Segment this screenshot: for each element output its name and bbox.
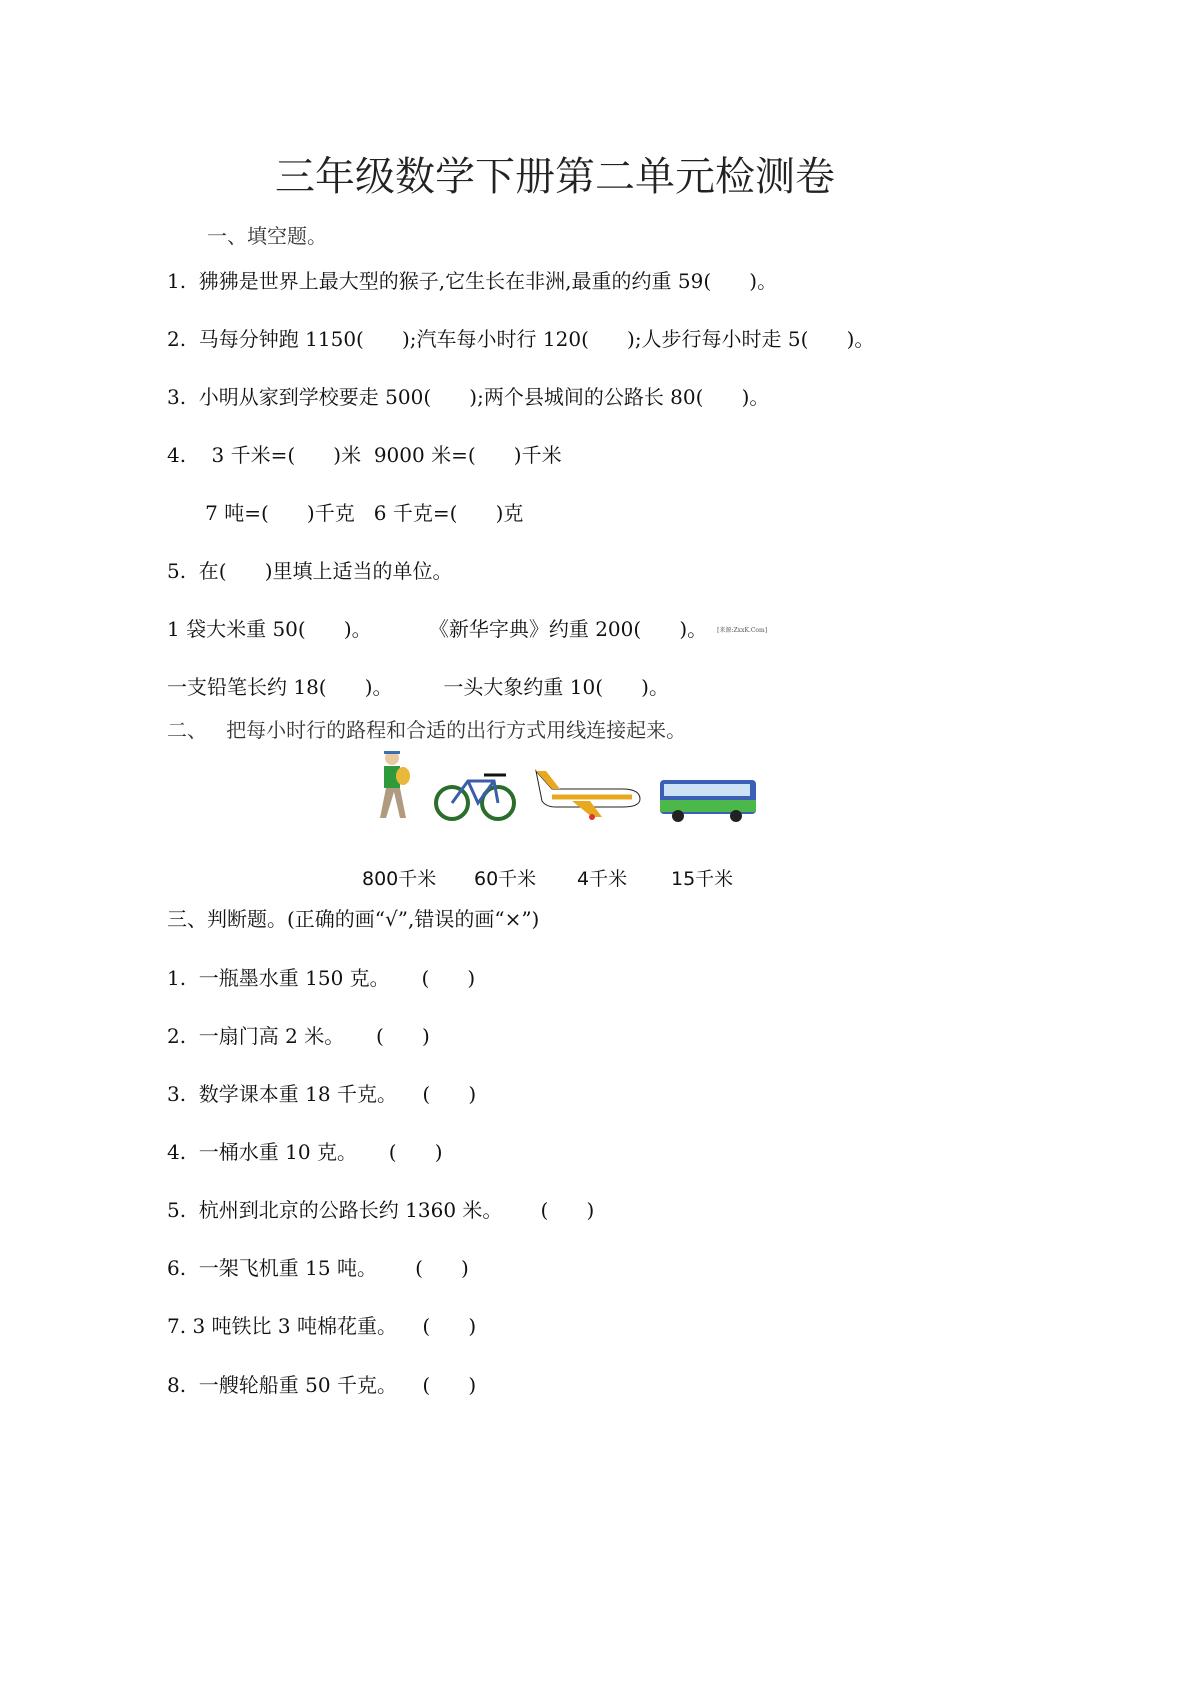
question-line: 4. 3 千米=( )米 9000 米=( )千米 xyxy=(167,443,562,467)
judgement-item: 6. 一架飞机重 15 吨。 ( ) xyxy=(167,1256,469,1280)
transport-pictures xyxy=(370,748,758,823)
section-3-heading: 三、判断题。(正确的画“√”,错误的画“×”) xyxy=(167,907,540,931)
judgement-item: 8. 一艘轮船重 50 千克。 ( ) xyxy=(167,1373,477,1397)
question-line: 7 吨=( )千克 6 千克=( )克 xyxy=(167,501,524,525)
judgement-item: 5. 杭州到北京的公路长约 1360 米。 ( ) xyxy=(167,1198,595,1222)
question-line-row xyxy=(167,617,767,641)
question-line: 1. 狒狒是世界上最大型的猴子,它生长在非洲,最重的约重 59( )。 xyxy=(167,269,778,293)
question-line: 5. 在( )里填上适当的单位。 xyxy=(167,559,453,583)
page-title: 三年级数学下册第二单元检测卷 xyxy=(275,154,835,200)
question-line: 一支铅笔长约 18( )。 一头大象约重 10( )。 xyxy=(167,675,669,699)
bicycle-icon xyxy=(434,763,518,823)
distance-option: 800千米 xyxy=(362,868,437,890)
judgement-item: 2. 一扇门高 2 米。 ( ) xyxy=(167,1024,430,1048)
question-line: 3. 小明从家到学校要走 500( );两个县城间的公路长 80( )。 xyxy=(167,385,770,409)
distance-option: 60千米 xyxy=(474,868,537,890)
judgement-item: 7. 3 吨铁比 3 吨棉花重。 ( ) xyxy=(167,1314,477,1338)
bus-icon xyxy=(658,778,758,823)
section-1-heading: 一、填空题。 xyxy=(207,224,327,248)
question-line: 1 袋大米重 50( )。 《新华字典》约重 200( )。 xyxy=(167,617,708,641)
distance-option: 15千米 xyxy=(671,868,734,890)
source-tag: [来源:ZxxK.Com] xyxy=(717,627,768,634)
distance-option: 4千米 xyxy=(577,868,628,890)
walker-icon xyxy=(370,748,420,823)
question-line: 2. 马每分钟跑 1150( );汽车每小时行 120( );人步行每小时走 5( )。 xyxy=(167,327,875,351)
judgement-item: 3. 数学课本重 18 千克。 ( ) xyxy=(167,1082,477,1106)
airplane-icon xyxy=(532,763,644,823)
judgement-item: 4. 一桶水重 10 克。 ( ) xyxy=(167,1140,443,1164)
judgement-item: 1. 一瓶墨水重 150 克。 ( ) xyxy=(167,966,476,990)
section-2-heading: 二、 把每小时行的路程和合适的出行方式用线连接起来。 xyxy=(167,718,687,742)
